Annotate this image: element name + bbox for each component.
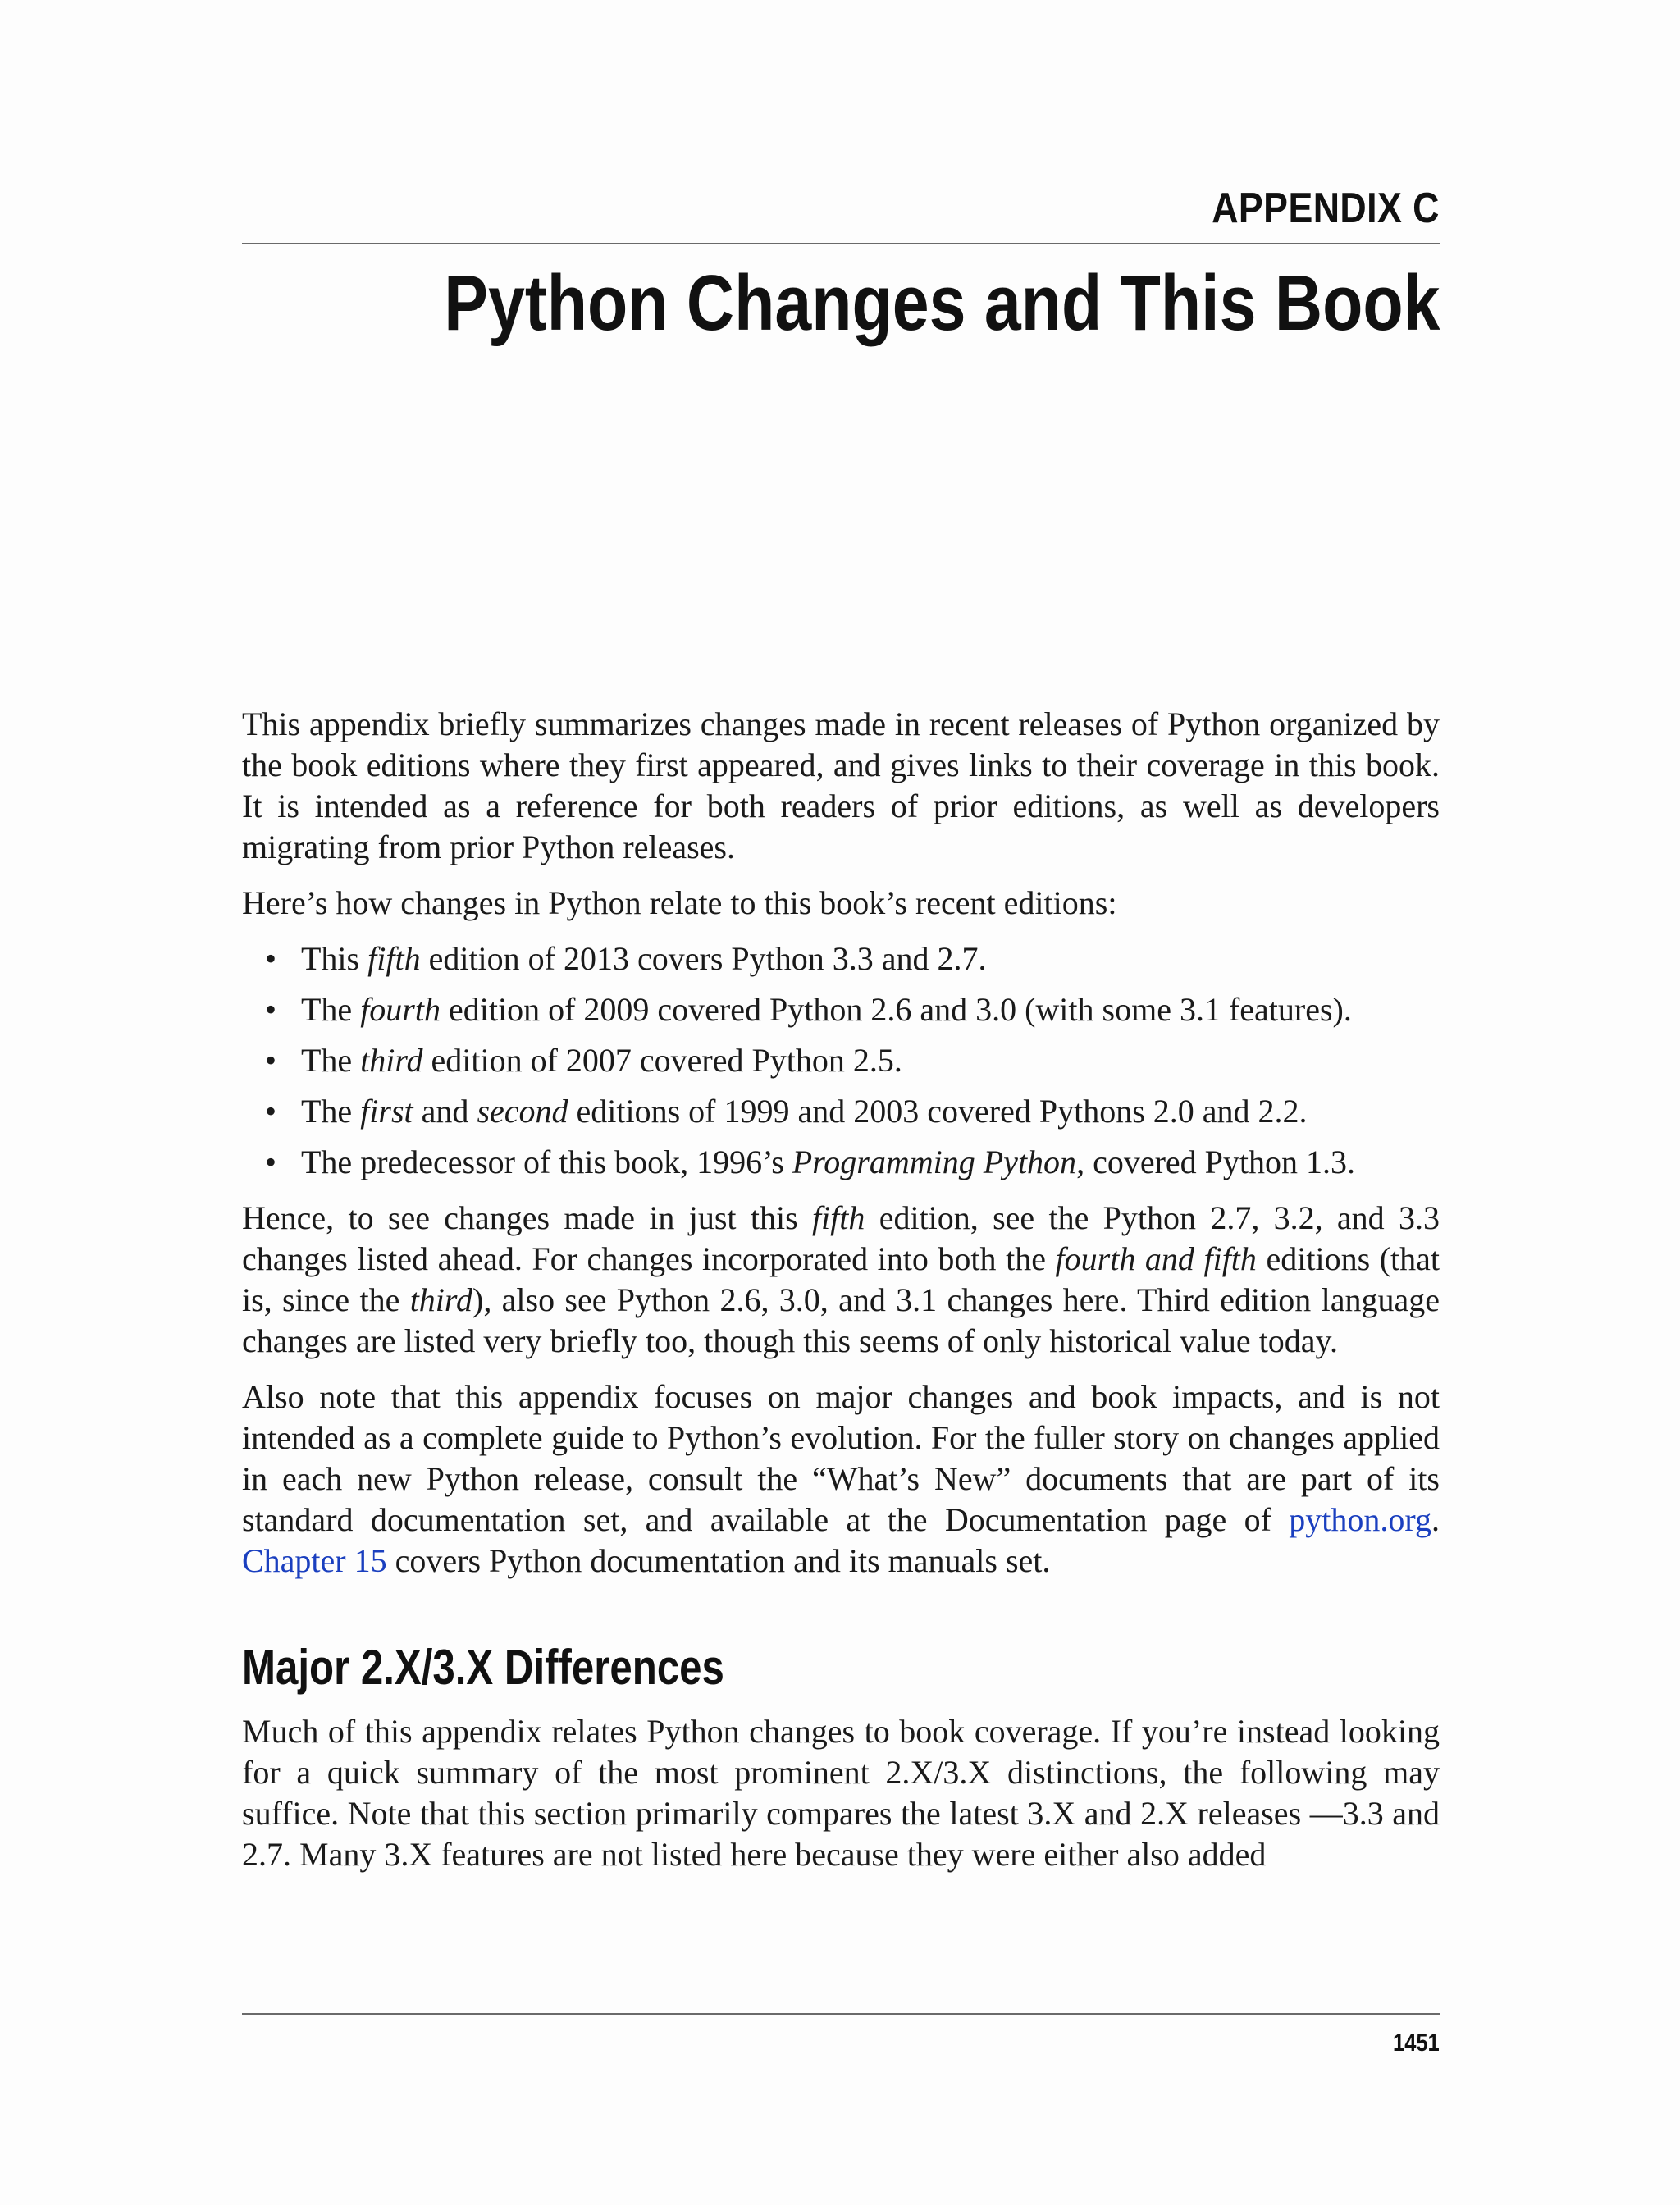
chapter-15-link[interactable]: Chapter 15 (242, 1542, 387, 1579)
body-text (242, 704, 1440, 1890)
bullet-icon: • (265, 940, 277, 977)
chapter-title: Python Changes and This Book (443, 259, 1440, 347)
page-number: 1451 (1393, 2029, 1440, 2057)
bullet-icon: • (265, 1093, 277, 1130)
intro-paragraph: This appendix briefly summarizes changes made in recent releases of Python organized by the book editions where they first appeared, and gives links to their coverage in this book. It is intended as a reference for both readers of prior editions, as well as developers migrating from prior Python releases. (242, 705, 1440, 865)
book-page (242, 0, 1440, 2205)
python-org-link[interactable]: python.org (1289, 1501, 1431, 1538)
list-item: • This fifth edition of 2013 covers Python 3.3 and 2.7. (242, 938, 1440, 979)
footer-rule (242, 2013, 1440, 2015)
note-paragraph: Also note that this appendix focuses on major changes and book impacts, and is not intended as a complete guide to Python’s evolution. For the fuller story on changes applied in each new Python release, consult the “What’s New” documents that are part of its standard documentation set, and available at the Documentation page of python.org. Chapter 15 covers Python documentation and its manuals set. (242, 1378, 1440, 1579)
section-paragraph: Much of this appendix relates Python changes to book coverage. If you’re instead looking for a quick summary of the most prominent 2.X/3.X distinctions, the following may suffice. Note that this section primarily compares the latest 3.X and 2.X releases —3.3 and 2.7. Many 3.X features are not listed here because they were either also added (242, 1713, 1440, 1873)
list-item: • The fourth edition of 2009 covered Python 2.6 and 3.0 (with some 3.1 features). (242, 989, 1440, 1030)
bullet-icon: • (265, 1042, 277, 1079)
header-rule (242, 243, 1440, 244)
bullet-icon: • (265, 1144, 277, 1180)
hence-paragraph: Hence, to see changes made in just this fifth edition, see the Python 2.7, 3.2, and 3.3 changes listed ahead. For changes incorporated into both the fourth and fifth editions (that is, since the third), also see Python 2.6, 3.0, and 3.1 changes here. Third edition language changes are listed very briefly too, though this seems of only historical value today. (242, 1199, 1440, 1359)
editions-lead-paragraph: Here’s how changes in Python relate to this book’s recent editions: (242, 884, 1117, 921)
list-item: • The predecessor of this book, 1996’s Programming Python, covered Python 1.3. (242, 1142, 1440, 1183)
appendix-label: APPENDIX C (1212, 185, 1440, 232)
list-item: • The third edition of 2007 covered Python 2.5. (242, 1040, 1440, 1081)
list-item: • The first and second editions of 1999 and 2003 covered Pythons 2.0 and 2.2. (242, 1091, 1440, 1132)
bullet-icon: • (265, 991, 277, 1028)
editions-list (242, 938, 1440, 1183)
section-heading: Major 2.X/3.X Differences (242, 1640, 724, 1695)
